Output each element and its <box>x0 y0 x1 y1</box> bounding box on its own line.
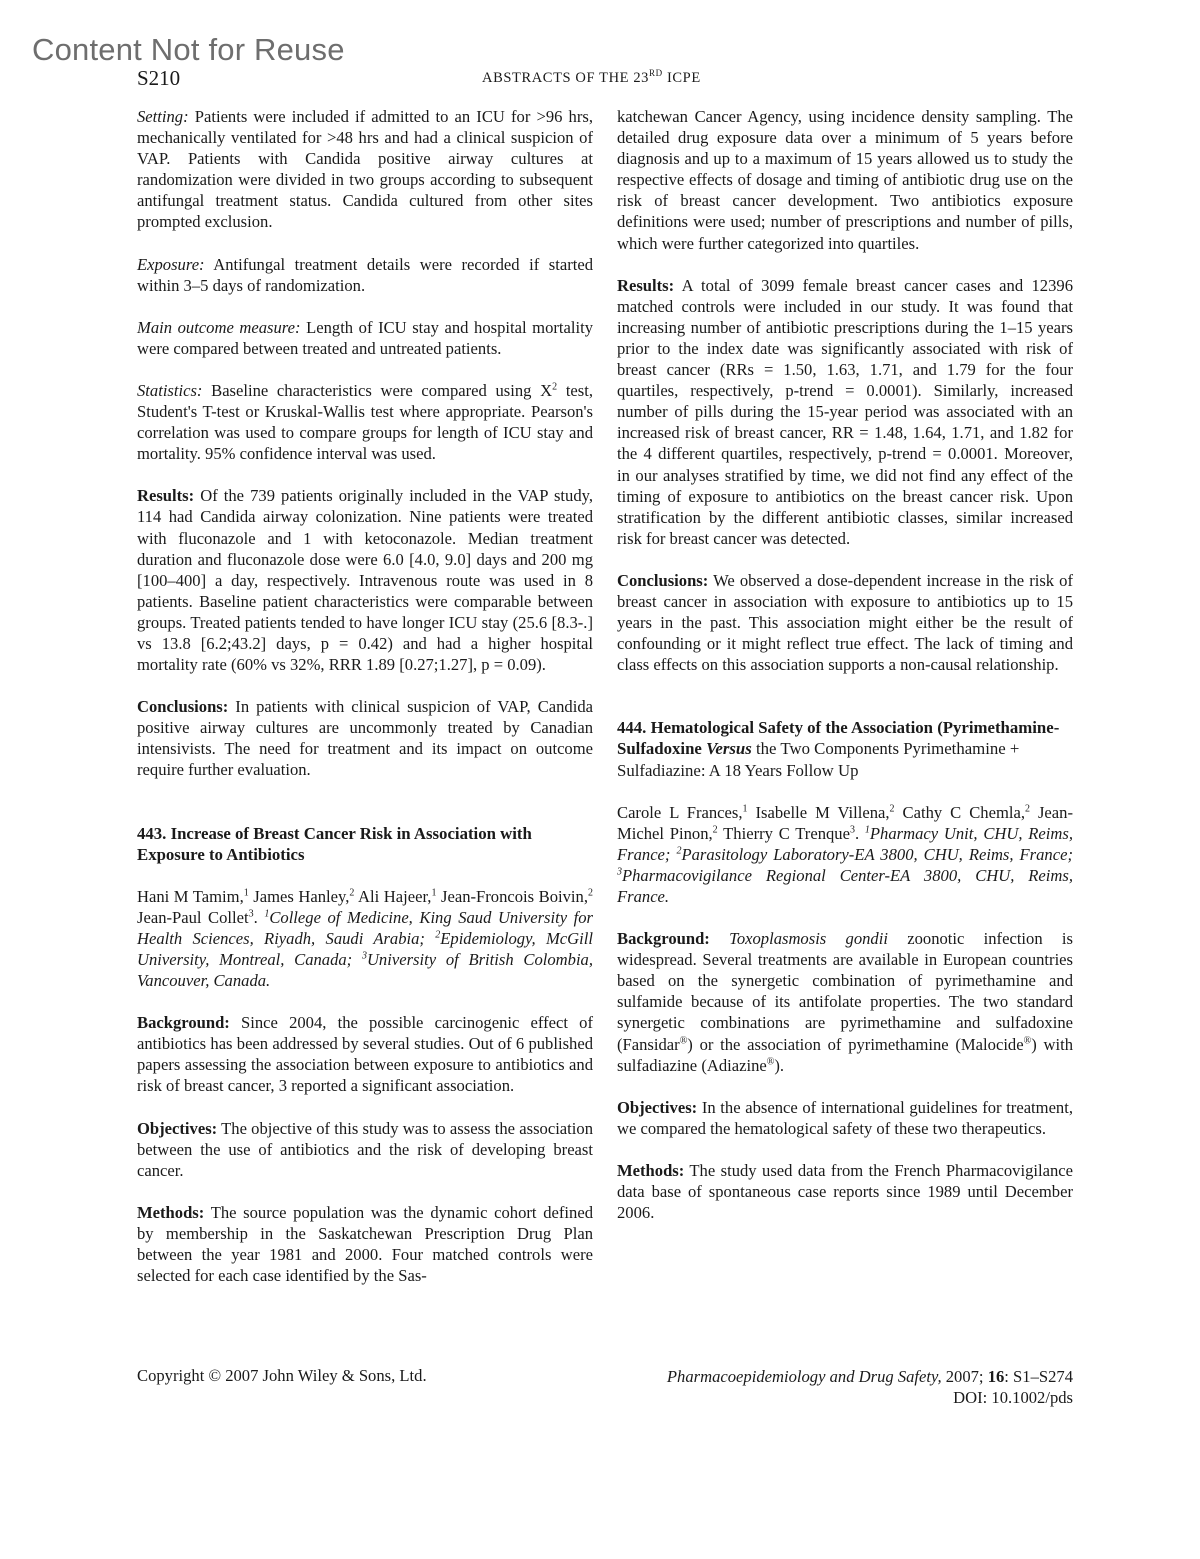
abstract-443-authors <box>137 886 593 991</box>
registered-mark: ® <box>766 1056 775 1068</box>
a443-methods-label: Methods: <box>137 1202 205 1222</box>
aff-444-sup: 1 <box>864 824 870 836</box>
right-results-paragraph <box>617 275 1073 549</box>
author-444: Thierry C Trenque <box>717 823 850 843</box>
right-conclusions-paragraph <box>617 570 1073 675</box>
journal-volume: 16 <box>987 1367 1005 1386</box>
author-444-sup: 3 <box>849 824 855 836</box>
a443-objectives-text: The objective of this study was to assess the association between the use of antibiotics and the risk of developing breast cancer. <box>137 1118 593 1180</box>
watermark: Content Not for Reuse <box>32 32 345 67</box>
author-444-sup: 2 <box>889 803 895 815</box>
a444-title-rest: the Two Components Pyrimethamine + Sulfadiazine: A 18 Years Follow Up <box>617 739 1020 780</box>
author-444-sup: 1 <box>742 803 748 815</box>
outcome-text: Length of ICU stay and hospital mortality were compared between treated and untreated patients. <box>137 317 594 358</box>
a444-title-versus: Versus <box>706 739 752 759</box>
methods-continued: katchewan Cancer Agency, using incidence density sampling. The detailed drug exposure data over a minimum of 5 years before diagnosis and up to a maximum of 15 years allowed us to study the respective effects of dosage and timing of antibiotic drug use on the risk of breast cancer development. Two antibiotics exposure definitions were used; number of prescriptions and number of pills, which were further categorized into quartiles. <box>617 107 1073 253</box>
a443-objectives-paragraph <box>137 1118 593 1181</box>
a443-methods-paragraph <box>137 1202 593 1286</box>
journal-name: Pharmacoepidemiology and Drug Safety, <box>666 1367 942 1386</box>
a443-background-text: Since 2004, the possible carcinogenic effect of antibiotics has been addressed by several studies. Out of 6 published papers assessing the association between exposure to antibiotics and risk of breast cancer, 3 reported a significant association. <box>137 1013 593 1096</box>
author-443: Jean-Paul Collet <box>137 907 249 927</box>
outcome-paragraph <box>137 317 593 359</box>
a443-methods-text: The source population was the dynamic cohort defined by membership in the Saskatchewan Prescription Drug Plan between the year 1981 and 2000. Four matched controls were selected for each case identified by the Sas- <box>137 1202 593 1286</box>
abstract-444-title <box>617 717 1073 780</box>
results-label: Results: <box>137 486 195 506</box>
running-head-sup: RD <box>649 68 663 79</box>
setting-paragraph <box>137 106 593 233</box>
section-gap <box>137 802 593 823</box>
a444-objectives-text: In the absence of international guidelines for treatment, we compared the hematological safety of these two therapeutics. <box>617 1097 1073 1138</box>
aff-444: Parasitology Laboratory-EA 3800, CHU, Reims, France; <box>681 844 1073 864</box>
journal-year: 2007; <box>941 1367 988 1386</box>
author-443: James Hanley, <box>248 886 350 906</box>
a443-background-label: Background: <box>137 1013 230 1033</box>
a444-background-label: Background: <box>617 929 710 949</box>
setting-label: Setting: <box>137 107 189 126</box>
a444-background-paragraph <box>617 928 1073 1076</box>
right-results-label: Results: <box>617 275 675 295</box>
left-column <box>137 106 593 1286</box>
exposure-label: Exposure: <box>137 254 205 274</box>
journal-citation <box>667 1366 1073 1408</box>
registered-mark: ® <box>679 1035 688 1047</box>
aff-443: University of British Colombia, Vancouver, Canada. <box>137 950 593 991</box>
exposure-text: Antifungal treatment details were recorded if started within 3–5 days of randomization. <box>137 254 593 295</box>
author-443: Jean-Froncois Boivin, <box>436 886 588 906</box>
author-443-sup: 3 <box>248 908 254 920</box>
a444-background-italic: Toxoplasmosis gondii <box>729 929 888 949</box>
a444-objectives-paragraph <box>617 1097 1073 1139</box>
a444-background-text: ) or the association of pyrimethamine (Malocide <box>687 1034 1024 1054</box>
a444-title-bold: 444. Hematological Safety of the Association (Pyrimethamine-Sulfadoxine <box>617 718 1060 759</box>
running-head-tail: ICPE <box>662 70 701 86</box>
statistics-sup: 2 <box>552 381 558 393</box>
author-443-sup: 1 <box>243 887 249 899</box>
abstract-444-authors <box>617 802 1073 907</box>
conclusions-paragraph <box>137 696 593 780</box>
section-gap <box>617 696 1073 717</box>
aff-444-sup: 2 <box>676 845 682 857</box>
aff-443-sup: 2 <box>435 929 441 941</box>
registered-mark: ® <box>1023 1035 1032 1047</box>
results-paragraph <box>137 485 593 675</box>
a444-background-text: zoonotic infection is widespread. Several treatments are available in European countries based on the synergetic combination of pyrimethamine and sulfamide because of its antifolate properties. The two standard synergetic combinations are pyrimethamine and sulfadoxine (Fansidar <box>617 929 1073 1054</box>
author-443: Ali Hajeer, <box>354 886 432 906</box>
a444-objectives-label: Objectives: <box>617 1097 698 1117</box>
author-443-sup: 2 <box>349 887 355 899</box>
aff-444: Pharmacy Unit, CHU, Reims, France; <box>617 823 1073 864</box>
setting-text: Patients were included if admitted to an ICU for >96 hrs, mechanically ventilated for >48 hrs and had a clinical suspicion of VAP. Patients with Candida positive airway cultures at randomization were divided in two groups according to subsequent antifungal treatment status. Candida cultured from other sites prompted exclusion. <box>137 107 593 232</box>
author-444: Carole L Frances, <box>617 802 743 822</box>
results-text: Of the 739 patients originally included in the VAP study, 114 had Candida airway colonization. Nine patients were treated with fluconazole and 1 with ketoconazole. Median treatment duration and fluconazole dose were 6.0 [4.0, 9.0] days and 200 mg [100–400] a day, respectively. Intravenous route was used in 8 patients. Baseline patient characteristics were comparable between groups. Treated patients tended to have longer ICU stay (25.6 [8.3-.] vs 13.8 [6.2;43.2] days, p = 0.42) and had a higher hospital mortality rate (60% vs 32%, RRR 1.89 [0.27;1.27], p = 0.09). <box>137 486 593 675</box>
citation-line <box>667 1366 1073 1387</box>
aff-443: College of Medicine, King Saud University for Health Sciences, Riyadh, Saudi Arabia; <box>137 907 593 948</box>
right-conclusions-text: We observed a dose-dependent increase in the risk of breast cancer in association with exposure to antibiotics up to 15 years in the past. This association might either be the result of confounding or it might reflect true effect. The lack of timing and class effects on this association supports a non-causal relationship. <box>617 570 1073 675</box>
a444-methods-text: The study used data from the French Pharmacovigilance data base of spontaneous case reports since 1989 until December 2006. <box>617 1160 1073 1223</box>
exposure-paragraph <box>137 254 593 296</box>
running-head-text: ABSTRACTS OF THE 23 <box>482 70 650 86</box>
right-results-text: A total of 3099 female breast cancer cases and 12396 matched controls were included in our study. It was found that increasing number of antibiotic prescriptions during the 1–15 years prior to the index date was significantly associated with risk of breast cancer (RRs = 1.50, 1.63, 1.71, and 1.79 for the four quartiles, respectively, p-trend = 0.0001). Similarly, increased number of pills during the 15-year period was associated with an increased risk of breast cancer, RR = 1.48, 1.64, 1.71, and 1.82 for the 4 different quartiles, respectively, p-trend = 0.0001. Moreover, in our analyses stratified by time, we did not find any effect of the timing of exposure to antibiotics on the breast cancer risk. Upon stratification by the different antibiotic classes, similar increased risk for breast cancer was detected. <box>617 275 1073 548</box>
doi: DOI: 10.1002/pds <box>953 1388 1073 1407</box>
a444-background-text: ). <box>774 1055 785 1075</box>
author-444-sup: 2 <box>1024 803 1030 815</box>
running-head <box>482 70 701 87</box>
aff-443: Epidemiology, McGill University, Montreal, Canada; <box>137 928 593 969</box>
author-444: Jean-Michel Pinon, <box>617 802 1073 843</box>
statistics-paragraph <box>137 380 593 464</box>
page-number: S210 <box>137 66 181 90</box>
author-443-sup: 1 <box>431 887 437 899</box>
author-443-sup: 2 <box>587 887 593 899</box>
conclusions-text: In patients with clinical suspicion of VAP, Candida positive airway cultures are uncommonly treated by Canadian intensivists. The need for treatment and its impact on outcome require further evaluation. <box>137 697 593 780</box>
aff-443-sup: 3 <box>361 950 367 962</box>
right-conclusions-label: Conclusions: <box>617 570 709 590</box>
copyright: Copyright © 2007 John Wiley & Sons, Ltd. <box>137 1366 427 1385</box>
author-444: Isabelle M Villena, <box>747 802 890 822</box>
right-column <box>617 106 1073 1223</box>
abstract-443-title: 443. Increase of Breast Cancer Risk in Association with Exposure to Antibiotics <box>137 823 532 864</box>
statistics-text-b: test, Student's T-test or Kruskal-Wallis test where appropriate. Pearson's correlation was used to compare groups for length of ICU stay and mortality. 95% confidence interval was used. <box>137 380 594 464</box>
a444-background-pre <box>710 929 729 948</box>
a444-methods-label: Methods: <box>617 1160 685 1180</box>
conclusions-label: Conclusions: <box>137 697 229 717</box>
aff-444-sup: 3 <box>617 866 622 878</box>
journal-pages: : S1–S274 <box>1004 1367 1073 1386</box>
a443-background-paragraph <box>137 1012 593 1096</box>
a444-methods-paragraph <box>617 1160 1073 1223</box>
aff-intro: . <box>253 907 265 927</box>
aff-443-sup: 1 <box>264 908 270 920</box>
author-444: Cathy C Chemla, <box>894 802 1025 822</box>
author-444-sup: 2 <box>712 824 718 836</box>
a444-background-text: ) with sulfadiazine (Adiazine <box>617 1034 1073 1075</box>
aff-intro: . <box>854 823 865 843</box>
author-443: Hani M Tamim, <box>137 886 244 906</box>
outcome-label: Main outcome measure: <box>137 317 301 337</box>
a443-objectives-label: Objectives: <box>137 1118 218 1138</box>
statistics-label: Statistics: <box>137 380 203 400</box>
statistics-text-a: Baseline characteristics were compared using X <box>202 380 553 400</box>
aff-444: Pharmacovigilance Regional Center-EA 3800, CHU, Reims, France. <box>617 865 1073 906</box>
